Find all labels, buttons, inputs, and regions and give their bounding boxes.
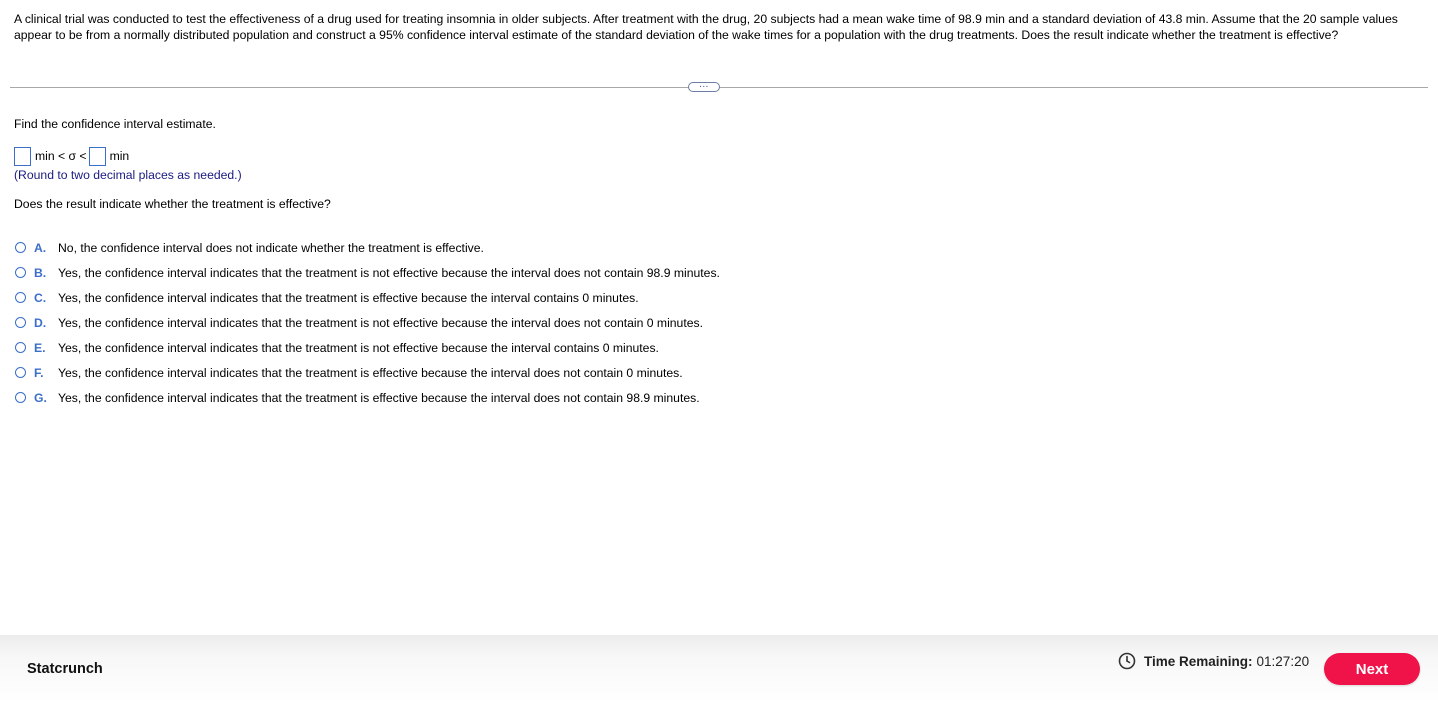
radio-icon[interactable] <box>15 267 26 278</box>
option-letter: A. <box>34 240 47 255</box>
part2-prompt: Does the result indicate whether the treatment is effective? <box>14 197 331 211</box>
option-letter: E. <box>34 340 46 355</box>
option-e[interactable] <box>15 335 720 360</box>
option-text: Yes, the confidence interval indicates that the treatment is effective because the interval does not contain 0 minutes. <box>58 365 683 380</box>
clock-icon <box>1118 652 1136 670</box>
interval-middle-text: min < σ < <box>35 149 87 163</box>
option-text: Yes, the confidence interval indicates that the treatment is effective because the interval contains 0 minutes. <box>58 290 639 305</box>
radio-icon[interactable] <box>15 342 26 353</box>
option-letter: B. <box>34 265 47 280</box>
expand-button[interactable] <box>688 79 720 92</box>
upper-bound-input[interactable] <box>89 147 106 166</box>
rounding-note: (Round to two decimal places as needed.) <box>14 168 242 182</box>
radio-icon[interactable] <box>15 317 26 328</box>
radio-icon[interactable] <box>15 392 26 403</box>
lower-bound-input[interactable] <box>14 147 31 166</box>
part1-prompt: Find the confidence interval estimate. <box>14 117 216 131</box>
more-icon: … <box>698 79 710 90</box>
next-button[interactable]: Next <box>1324 653 1420 685</box>
interval-end-text: min <box>109 149 130 163</box>
option-a[interactable] <box>15 235 720 260</box>
answer-options <box>15 235 720 410</box>
option-f[interactable] <box>15 360 720 385</box>
footer-bar <box>0 635 1438 704</box>
time-remaining <box>1118 652 1309 670</box>
statcrunch-link[interactable]: Statcrunch <box>27 661 103 677</box>
radio-icon[interactable] <box>15 292 26 303</box>
timer-value: 01:27:20 <box>1256 653 1310 669</box>
option-b[interactable] <box>15 260 720 285</box>
option-d[interactable] <box>15 310 720 335</box>
option-text: Yes, the confidence interval indicates that the treatment is not effective because the interval contains 0 minutes. <box>58 340 659 355</box>
option-letter: C. <box>34 290 47 305</box>
radio-icon[interactable] <box>15 242 26 253</box>
radio-icon[interactable] <box>15 367 26 378</box>
option-text: Yes, the confidence interval indicates that the treatment is not effective because the interval does not contain 0 minutes. <box>58 315 703 330</box>
timer-label: Time Remaining: <box>1144 653 1253 669</box>
option-text: No, the confidence interval does not indicate whether the treatment is effective. <box>58 240 484 255</box>
option-letter: G. <box>34 390 47 405</box>
option-c[interactable] <box>15 285 720 310</box>
option-text: Yes, the confidence interval indicates that the treatment is not effective because the interval does not contain 98.9 minutes. <box>58 265 720 280</box>
question-text: A clinical trial was conducted to test the effectiveness of a drug used for treating insomnia in older subjects. After treatment with the drug, 20 subjects had a mean wake time of 98.9 min and a standard deviation of 43.8 min. Assume that the 20 sample values appear to be from a normally distributed population and construct a 95% confidence interval estimate of the standard deviation of the wake times for a population with the drug treatments. Does the result indicate whether the treatment is effective? <box>14 12 1398 42</box>
confidence-interval-row <box>14 146 129 166</box>
option-g[interactable] <box>15 385 720 410</box>
option-letter: F. <box>34 365 44 380</box>
option-text: Yes, the confidence interval indicates that the treatment is effective because the interval does not contain 98.9 minutes. <box>58 390 700 405</box>
option-letter: D. <box>34 315 47 330</box>
